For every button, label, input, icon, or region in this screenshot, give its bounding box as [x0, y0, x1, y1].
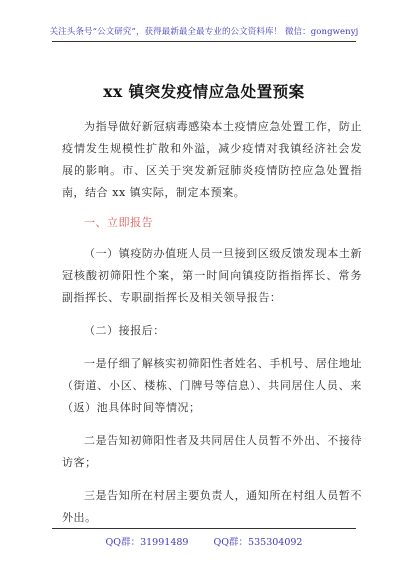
footer-contacts [0, 534, 408, 548]
footer-qq-group-1: QQ群：31991489 [105, 537, 189, 548]
paragraph-item-3: 三是告知所在村居主要负责人，通知所在村组人员暂不外出。 [62, 489, 362, 524]
document-title: xx 镇突发疫情应急处置预案 [103, 82, 305, 101]
document-body [62, 116, 362, 529]
paragraph-report-2: （二）接报后： [84, 324, 165, 337]
footer-divider [52, 528, 356, 529]
paragraph-item-2: 二是告知初筛阳性者及共同居住人员暂不外出、不接待访客； [62, 434, 362, 469]
paragraph-report-1: （一）镇疫防办值班人员一旦接到区级反馈发现本土新冠核酸初筛阳性个案，第一时间向镇疫防指指挥长、常务副指挥长、专职副指挥长及相关领导报告： [62, 247, 362, 304]
header-promo-note: 关注头条号“公文研究”，获得最新最全最专业的公文资料库！ 微信：gongwenyj [49, 27, 359, 37]
header-divider [52, 41, 356, 42]
paragraph-item-1: 一是仔细了解核实初筛阳性者姓名、手机号、居住地址（街道、小区、楼栋、门牌号等信息）、共同居住人员、来（返）池具体时间等情况； [62, 357, 362, 414]
footer-qq-group-2: QQ群：535304092 [213, 537, 303, 548]
intro-paragraph: 为指导做好新冠病毒感染本土疫情应急处置工作，防止疫情发生规模性扩散和外溢，减少疫情对我镇经济社会发展的影响。市、区关于突发新冠肺炎疫情防控应急处置指南，结合 xx 镇实际，制定本预案。 [62, 120, 362, 199]
section-heading-report: 一、立即报告 [84, 216, 153, 229]
